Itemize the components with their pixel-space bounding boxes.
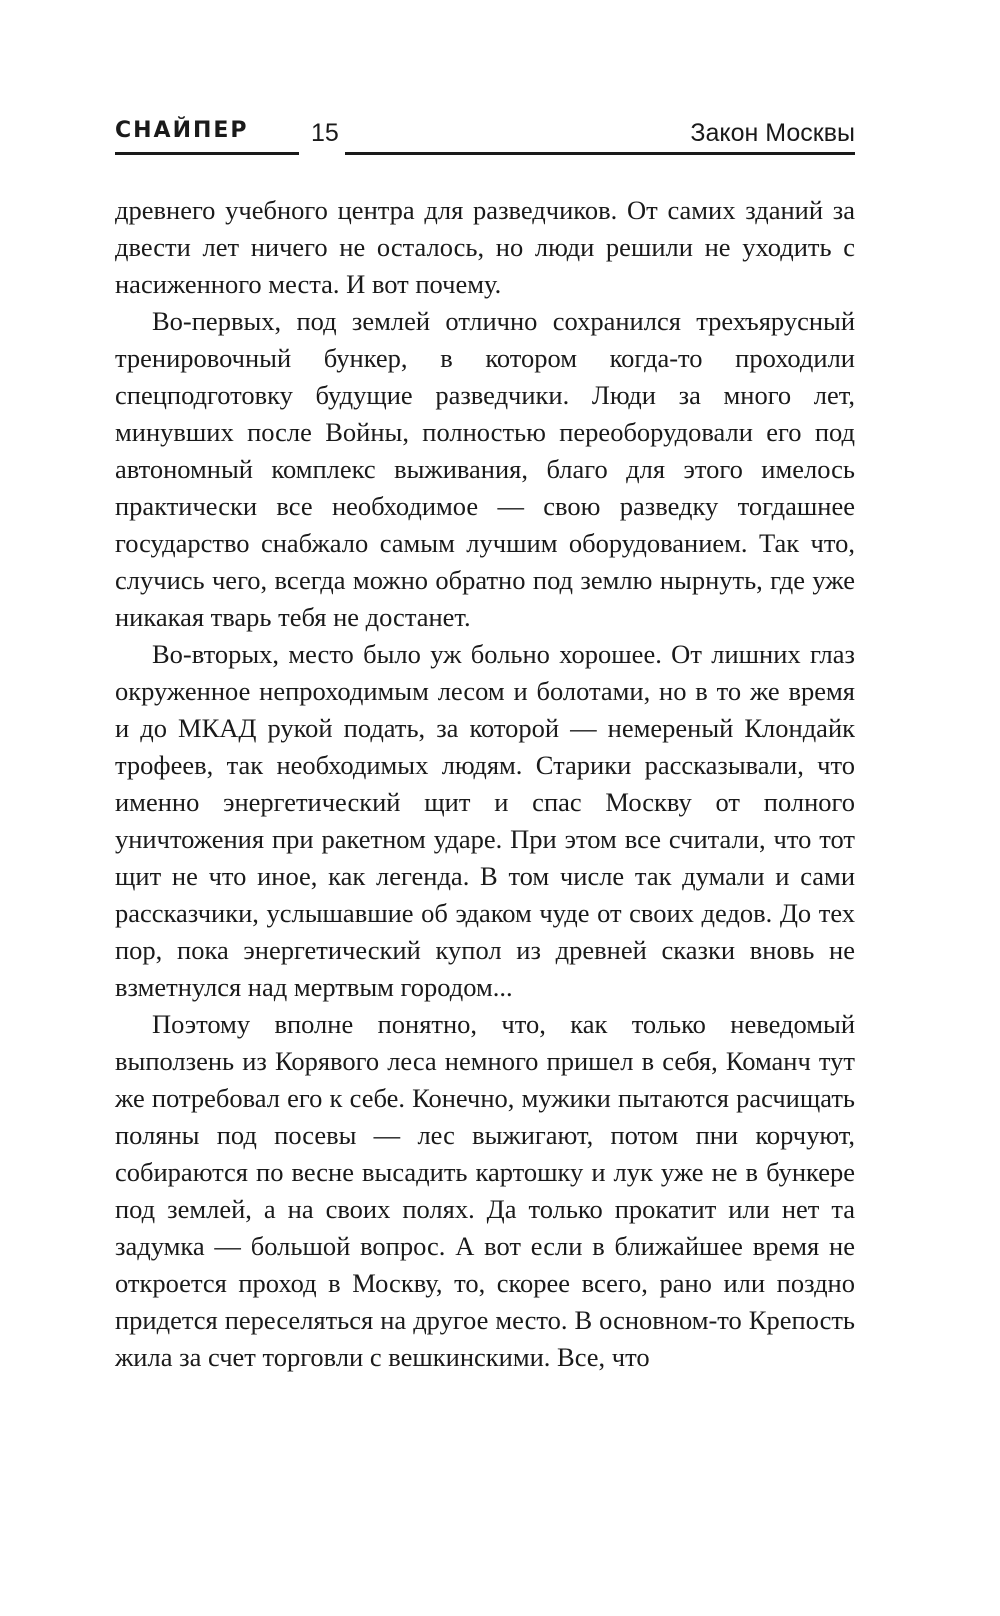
paragraph-continued: древнего учебного центра для разведчиков. От самих зданий за двести лет ничего не осталось, но люди решили не уходить с насиженного места. И вот почему.	[115, 195, 855, 299]
paragraph: Поэтому вполне понятно, что, как только неведомый выползень из Корявого леса немного пришел в себя, Команч тут же потребовал его к себе. Конечно, мужики пытаются расчищать поляны под посевы — лес выжигают, потом пни корчуют, собираются по весне высадить картошку и лук уже не в бункере под землей, а на своих полях. Да только прокатит или нет та задумка — большой вопрос. А вот если в ближайшее время не откроется проход в Москву, то, скорее всего, рано или поздно придется переселяться на другое место. В основном-то Крепость жила за счет торговли с вешкинскими. Все, что	[115, 1009, 855, 1372]
page-number: 15	[311, 119, 339, 147]
paragraph: Во-первых, под землей отлично сохранился трехъярусный тренировочный бункер, в котором когда-то проходили спецподготовку будущие разведчики. Люди за много лет, минувших после Войны, полностью переоборудовали его под автономный комплекс выживания, благо для этого имелось практически все необходимое — свою разведку тогдашнее государство снабжало самым лучшим оборудованием. Так что, случись чего, всегда можно обратно под землю нырнуть, где уже никакая тварь тебя не достанет.	[115, 306, 855, 632]
body-text	[115, 192, 855, 1376]
header-rule-right	[345, 152, 855, 155]
running-header	[115, 118, 855, 158]
series-title: СНАЙПЕР	[115, 118, 249, 143]
book-title: Закон Москвы	[690, 119, 855, 147]
paragraph: Во-вторых, место было уж больно хорошее. От лишних глаз окруженное непроходимым лесом и болотами, но в то же время и до МКАД рукой подать, за которой — немереный Клондайк трофеев, так необходимых людям. Старики рассказывали, что именно энергетический щит и спас Москву от полного уничтожения при ракетном ударе. При этом все считали, что тот щит не что иное, как легенда. В том числе так думали и сами рассказчики, услышавшие об эдаком чуде от своих дедов. До тех пор, пока энергетический купол из древней сказки вновь не взметнулся над мертвым городом...	[115, 639, 855, 1002]
header-rule-left	[115, 152, 299, 155]
